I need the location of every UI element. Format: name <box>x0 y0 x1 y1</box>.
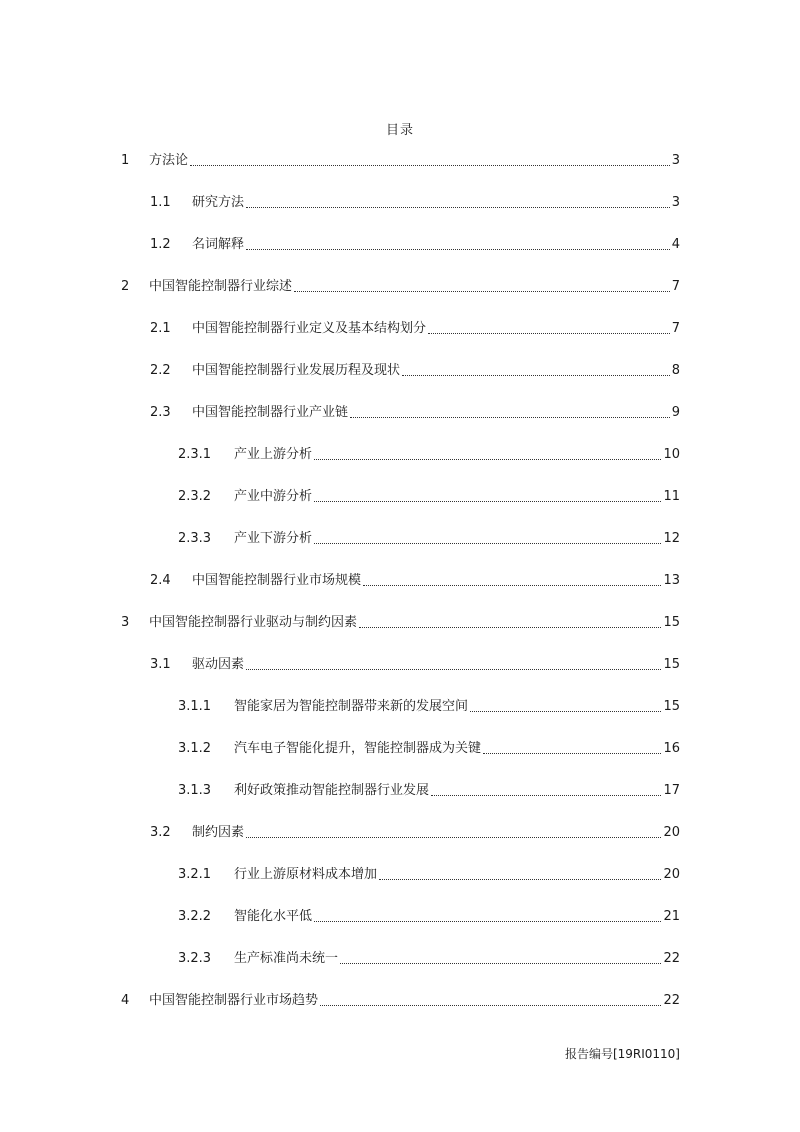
toc-entry-number: 2.4 <box>150 573 171 588</box>
toc-entry-text: 智能家居为智能控制器带来新的发展空间 <box>234 699 469 714</box>
toc-entry-page: 20 <box>663 825 680 840</box>
toc-entry-number: 1.2 <box>150 237 171 252</box>
report-number-footer: 报告编号[19RI0110] <box>564 1047 680 1061</box>
toc-leader-dots <box>246 249 670 250</box>
toc-leader-dots <box>190 165 670 166</box>
toc-entry-page: 8 <box>671 363 680 378</box>
toc-entry-text: 行业上游原材料成本增加 <box>234 867 378 882</box>
toc-entry[interactable] <box>150 360 680 380</box>
toc-entry-text: 中国智能控制器行业产业链 <box>192 405 349 420</box>
toc-entry-number: 1.1 <box>150 195 171 210</box>
toc-entry-page: 9 <box>671 405 680 420</box>
toc-leader-dots <box>320 1005 661 1006</box>
toc-entry[interactable] <box>178 696 680 716</box>
toc-entry-number: 2.3.2 <box>178 489 212 504</box>
toc-entry-text: 中国智能控制器行业市场趋势 <box>149 993 319 1008</box>
toc-entry[interactable] <box>121 990 680 1010</box>
toc-entry[interactable] <box>178 906 680 926</box>
toc-leader-dots <box>359 627 661 628</box>
toc-entry-number: 2.2 <box>150 363 171 378</box>
toc-entry[interactable] <box>178 486 680 506</box>
toc-leader-dots <box>314 459 661 460</box>
toc-leader-dots <box>294 291 670 292</box>
toc-leader-dots <box>402 375 670 376</box>
toc-entry-text: 中国智能控制器行业定义及基本结构划分 <box>192 321 427 336</box>
toc-entry-text: 研究方法 <box>192 195 245 210</box>
toc-entry-page: 11 <box>663 489 680 504</box>
toc-entry-text: 汽车电子智能化提升，智能控制器成为关键 <box>234 741 482 756</box>
toc-entry[interactable] <box>150 234 680 254</box>
toc-entry-number: 2.1 <box>150 321 171 336</box>
toc-entry-text: 制约因素 <box>192 825 245 840</box>
toc-entry-number: 3.1.1 <box>178 699 212 714</box>
toc-entry[interactable] <box>150 570 680 590</box>
toc-entry[interactable] <box>178 738 680 758</box>
toc-entry[interactable] <box>150 318 680 338</box>
toc-entry-page: 4 <box>671 237 680 252</box>
toc-leader-dots <box>470 711 661 712</box>
toc-entry-number: 2 <box>121 279 130 294</box>
toc-entry[interactable] <box>150 654 680 674</box>
toc-entry[interactable] <box>121 276 680 296</box>
toc-entry-text: 驱动因素 <box>192 657 245 672</box>
toc-entry-text: 中国智能控制器行业市场规模 <box>192 573 362 588</box>
toc-entry-number: 3.2.3 <box>178 951 212 966</box>
toc-entry-number: 2.3.3 <box>178 531 212 546</box>
toc-entry-number: 3.1.3 <box>178 783 212 798</box>
toc-leader-dots <box>483 753 661 754</box>
toc-entry[interactable] <box>178 780 680 800</box>
toc-entry-page: 17 <box>663 783 680 798</box>
toc-entry-page: 12 <box>663 531 680 546</box>
toc-entry[interactable] <box>150 402 680 422</box>
toc-leader-dots <box>363 585 661 586</box>
toc-entry-page: 22 <box>663 951 680 966</box>
toc-entry-page: 3 <box>671 153 680 168</box>
toc-entry-number: 3.2.2 <box>178 909 212 924</box>
toc-leader-dots <box>246 669 661 670</box>
toc-leader-dots <box>314 921 661 922</box>
toc-entry-text: 产业中游分析 <box>234 489 313 504</box>
toc-entry-text: 中国智能控制器行业驱动与制约因素 <box>149 615 358 630</box>
toc-entry-page: 13 <box>663 573 680 588</box>
toc-entry-text: 名词解释 <box>192 237 245 252</box>
toc-entry-number: 3 <box>121 615 130 630</box>
toc-title: 目录 <box>385 123 414 138</box>
toc-entry-page: 22 <box>663 993 680 1008</box>
toc-entry[interactable] <box>178 948 680 968</box>
toc-entry[interactable] <box>178 528 680 548</box>
toc-entry-number: 2.3.1 <box>178 447 212 462</box>
toc-entry-page: 20 <box>663 867 680 882</box>
toc-leader-dots <box>314 501 661 502</box>
toc-leader-dots <box>350 417 670 418</box>
toc-leader-dots <box>246 837 661 838</box>
toc-leader-dots <box>379 879 661 880</box>
toc-entry[interactable] <box>121 612 680 632</box>
toc-entry-number: 3.1.2 <box>178 741 212 756</box>
toc-entry-page: 15 <box>663 699 680 714</box>
toc-leader-dots <box>246 207 670 208</box>
toc-entry-page: 10 <box>663 447 680 462</box>
toc-entry-number: 3.2 <box>150 825 171 840</box>
toc-entry-page: 7 <box>671 279 680 294</box>
toc-entry[interactable] <box>121 150 680 170</box>
toc-entry-number: 3.2.1 <box>178 867 212 882</box>
toc-entry-text: 产业下游分析 <box>234 531 313 546</box>
toc-entry-text: 中国智能控制器行业发展历程及现状 <box>192 363 401 378</box>
toc-entry-text: 利好政策推动智能控制器行业发展 <box>234 783 430 798</box>
toc-entry-page: 15 <box>663 657 680 672</box>
toc-entry-page: 7 <box>671 321 680 336</box>
toc-entry-page: 15 <box>663 615 680 630</box>
toc-entry[interactable] <box>150 822 680 842</box>
toc-entry-number: 1 <box>121 153 130 168</box>
toc-leader-dots <box>314 543 661 544</box>
toc-entry-text: 产业上游分析 <box>234 447 313 462</box>
toc-entry-text: 生产标准尚未统一 <box>234 951 339 966</box>
toc-leader-dots <box>340 963 661 964</box>
toc-entry[interactable] <box>178 444 680 464</box>
toc-entry[interactable] <box>150 192 680 212</box>
toc-entry-page: 21 <box>663 909 680 924</box>
toc-leader-dots <box>431 795 661 796</box>
toc-entry-number: 2.3 <box>150 405 171 420</box>
toc-leader-dots <box>428 333 670 334</box>
toc-entry-text: 智能化水平低 <box>234 909 313 924</box>
toc-entry-page: 3 <box>671 195 680 210</box>
toc-entry-text: 中国智能控制器行业综述 <box>149 279 293 294</box>
toc-entry-text: 方法论 <box>149 153 189 168</box>
toc-entry-number: 4 <box>121 993 130 1008</box>
toc-entry-page: 16 <box>663 741 680 756</box>
toc-entry-number: 3.1 <box>150 657 171 672</box>
toc-entry[interactable] <box>178 864 680 884</box>
